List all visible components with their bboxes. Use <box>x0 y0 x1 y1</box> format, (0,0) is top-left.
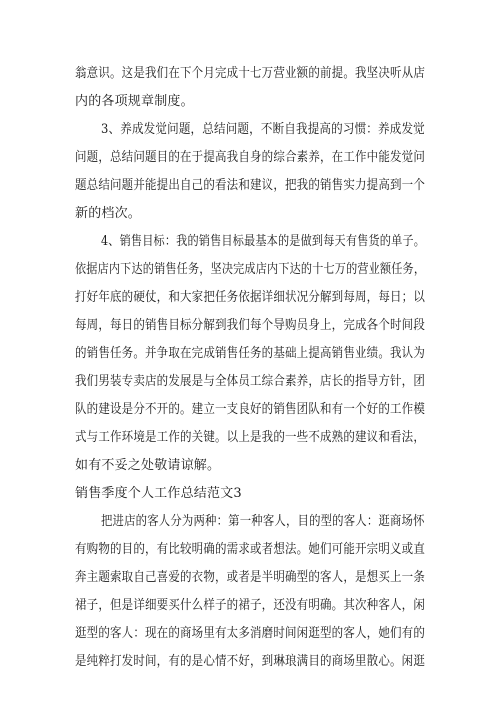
paragraph-line: 依据店内下达的销售任务，坚决完成店内下达的十七万的营业额任务， <box>75 262 426 277</box>
paragraph-line: 我们男装专卖店的发展是与全体员工综合素养，店长的指导方针，团 <box>75 374 425 389</box>
paragraph-line: 3、养成发觉问题，总结问题，不断自我提高的习惯：养成发觉 <box>101 122 425 137</box>
paragraph-line: 每周，每日的销售目标分解到我们每个导购员身上，完成各个时间段 <box>75 318 425 333</box>
paragraph-line: 队的建设是分不开的。建立一支良好的销售团队和有一个好的工作模 <box>75 402 425 417</box>
paragraph-line: 翁意识。这是我们在下个月完成十七万营业额的前提。我坚决听从店 <box>75 66 425 81</box>
paragraph-line: 裙子，但是详细要买什么样子的裙子，还没有明确。其次种客人，闲 <box>75 598 425 613</box>
paragraph-line: 奔主题索取自己喜爱的衣物，或者是半明确型的客人，是想买上一条 <box>75 570 425 585</box>
paragraph-line: 新的档次。 <box>75 206 142 221</box>
paragraph-line: 问题，总结问题目的在于提高我自身的综合素养，在工作中能发觉问 <box>75 150 425 165</box>
paragraph-line: 式与工作环境是工作的关键。以上是我的一些不成熟的建议和看法， <box>75 430 425 445</box>
paragraph-line: 如有不妥之处敬请谅解。 <box>75 458 221 473</box>
section-heading: 销售季度个人工作总结范文3 <box>75 486 242 501</box>
paragraph-line: 内的各项规章制度。 <box>75 94 194 109</box>
paragraph-line: 打好年底的硬仗，和大家把任务依据详细状况分解到每周，每日；以 <box>75 290 425 305</box>
paragraph-line: 题总结问题并能提出自己的看法和建议，把我的销售实力提高到一个 <box>75 178 425 193</box>
paragraph-line: 的销售任务。并争取在完成销售任务的基础上提高销售业绩。我认为 <box>75 346 425 361</box>
paragraph-line: 把进店的客人分为两种：第一种客人，目的型的客人：逛商场怀 <box>101 514 425 529</box>
paragraph-line: 有购物的目的，有比较明确的需求或者想法。她们可能开宗明义或直 <box>75 542 425 557</box>
paragraph-line: 4、销售目标：我的销售目标最基本的是做到每天有售货的单子。 <box>101 234 426 249</box>
paragraph-line: 是纯粹打发时间，有的是心情不好，到琳琅满目的商场里散心。闲逛 <box>75 654 425 669</box>
paragraph-line: 逛型的客人：现在的商场里有太多消磨时间闲逛型的客人，她们有的 <box>75 626 425 641</box>
